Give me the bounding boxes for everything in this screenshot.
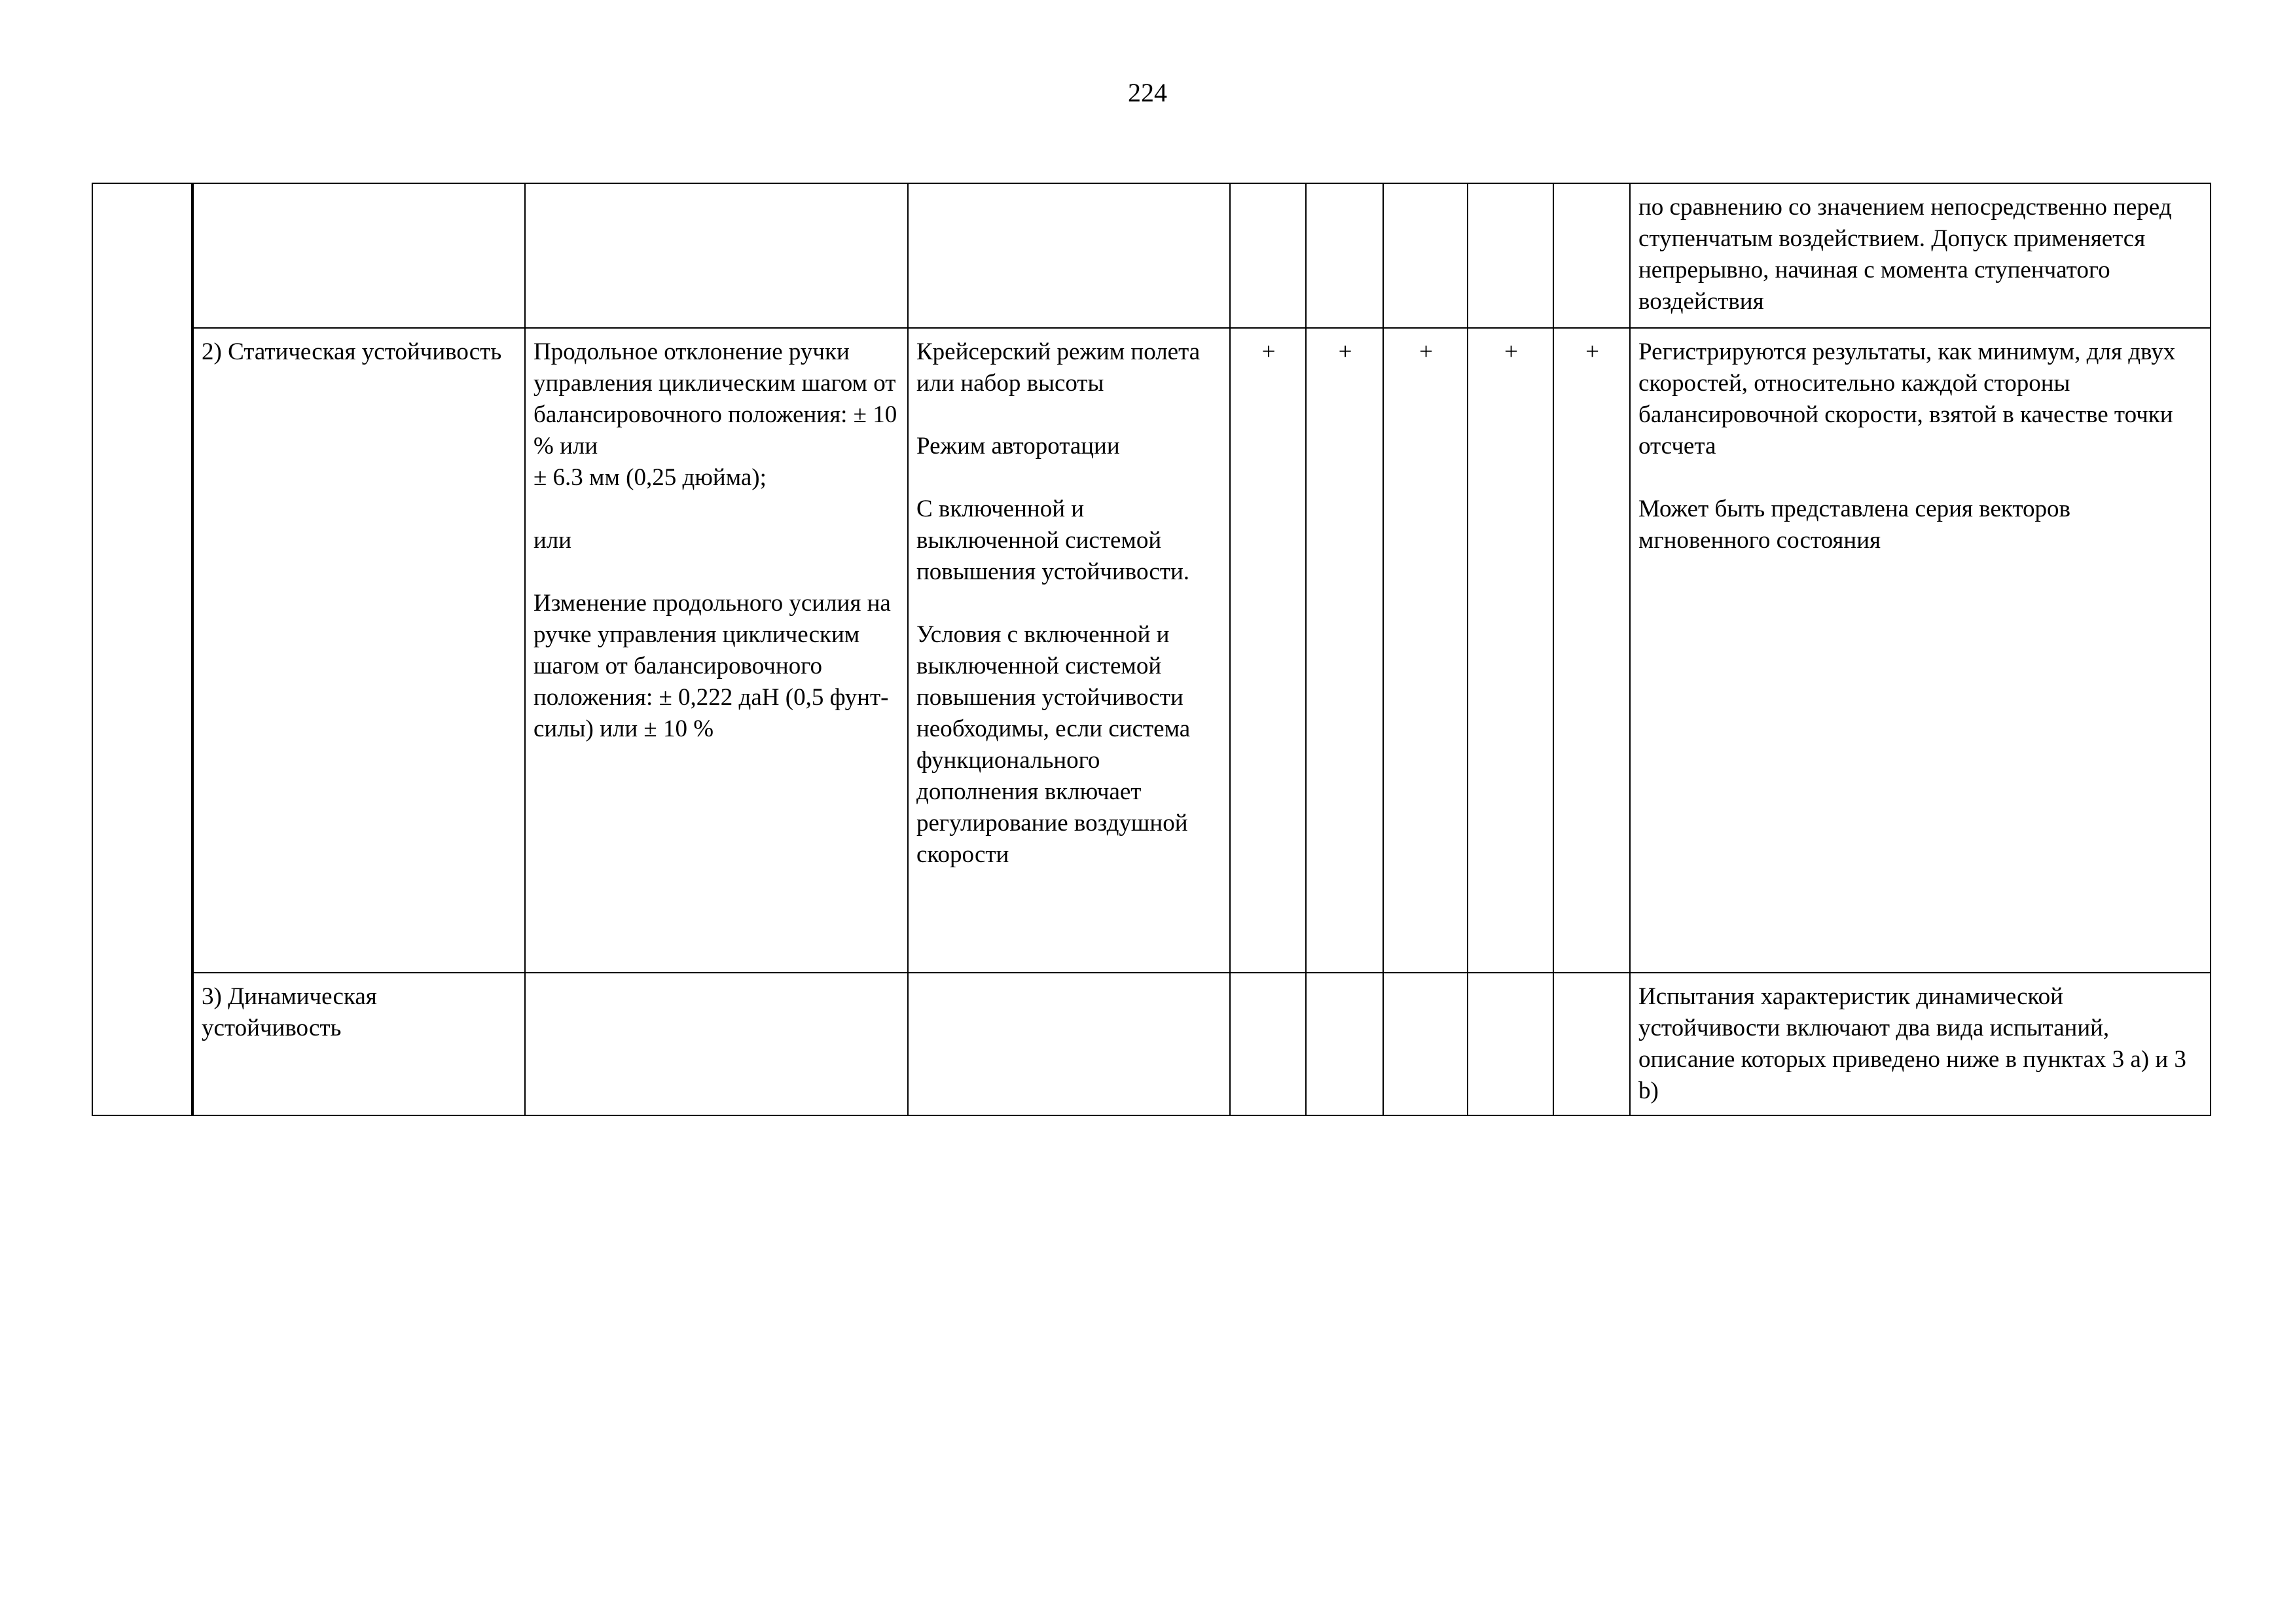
- mark-cell: [1306, 973, 1383, 1115]
- mark-cell: +: [1306, 328, 1383, 973]
- note-text: Может быть представлена серия векторов мгновенного состояния: [1638, 496, 2071, 554]
- page-number: 224: [1128, 78, 1167, 107]
- conditions-cell: [908, 973, 1230, 1115]
- notes-cell: [1630, 183, 2211, 328]
- mark-cell: +: [1383, 328, 1468, 973]
- mark-cell: [1230, 183, 1306, 328]
- mark-cell: +: [1468, 328, 1553, 973]
- condition-text: Режим авторотации: [916, 433, 1120, 460]
- test-name-cell: 3) Динамическая устойчивость: [192, 973, 525, 1115]
- mark-cell: +: [1553, 328, 1630, 973]
- condition-text: С включенной и выключенной системой повышения устойчивости.: [916, 496, 1190, 585]
- mark-cell: [1468, 183, 1553, 328]
- row-number-cell: [92, 183, 192, 1115]
- condition-text: Крейсерский режим полета или набор высоты: [916, 338, 1201, 397]
- requirements-table: [92, 183, 2211, 1116]
- notes-cell: [1630, 973, 2211, 1115]
- conditions-cell: [908, 183, 1230, 328]
- note-text: Регистрируются результаты, как минимум, для двух скоростей, относительно каждой стороны балансировочной скорости, взятой в качестве точки отсчета: [1638, 338, 2176, 460]
- mark-cell: [1383, 973, 1468, 1115]
- conditions-cell: [908, 328, 1230, 973]
- criteria-or-text: или: [533, 527, 572, 554]
- test-name-cell: 2) Статическая устойчивость: [192, 328, 525, 973]
- note-text: по сравнению со значением непосредственно перед ступенчатым воздействием. Допуск применяется непрерывно, начиная с момента ступенчатого воздействия: [1638, 194, 2172, 315]
- mark-cell: [1468, 973, 1553, 1115]
- table-row: [92, 183, 2211, 328]
- notes-cell: [1630, 328, 2211, 973]
- mark-cell: [1230, 973, 1306, 1115]
- criteria-cell: [525, 183, 908, 328]
- mark-cell: +: [1230, 328, 1306, 973]
- test-name-cell: [192, 183, 525, 328]
- table-row: [92, 328, 2211, 973]
- mark-cell: [1553, 973, 1630, 1115]
- mark-cell: [1306, 183, 1383, 328]
- criteria-text: Продольное отклонение ручки управления циклическим шагом от балансировочного положения: ± 10 % или ± 6.3 мм (0,25 дюйма);: [533, 338, 897, 491]
- table-row: [92, 973, 2211, 1115]
- criteria-cell: [525, 973, 908, 1115]
- mark-cell: [1383, 183, 1468, 328]
- mark-cell: [1553, 183, 1630, 328]
- condition-text: Условия с включенной и выключенной системой повышения устойчивости необходимы, если система функционального дополнения включает регулирование воздушной скорости: [916, 621, 1191, 868]
- criteria-cell: [525, 328, 908, 973]
- criteria-text: Изменение продольного усилия на ручке управления циклическим шагом от балансировочного положения: ± 0,222 даН (0,5 фунт-силы) или ± 10 %: [533, 590, 891, 742]
- note-text: Испытания характеристик динамической устойчивости включают два вида испытаний, описание которых приведено ниже в пунктах 3 a) и 3 b): [1638, 983, 2186, 1104]
